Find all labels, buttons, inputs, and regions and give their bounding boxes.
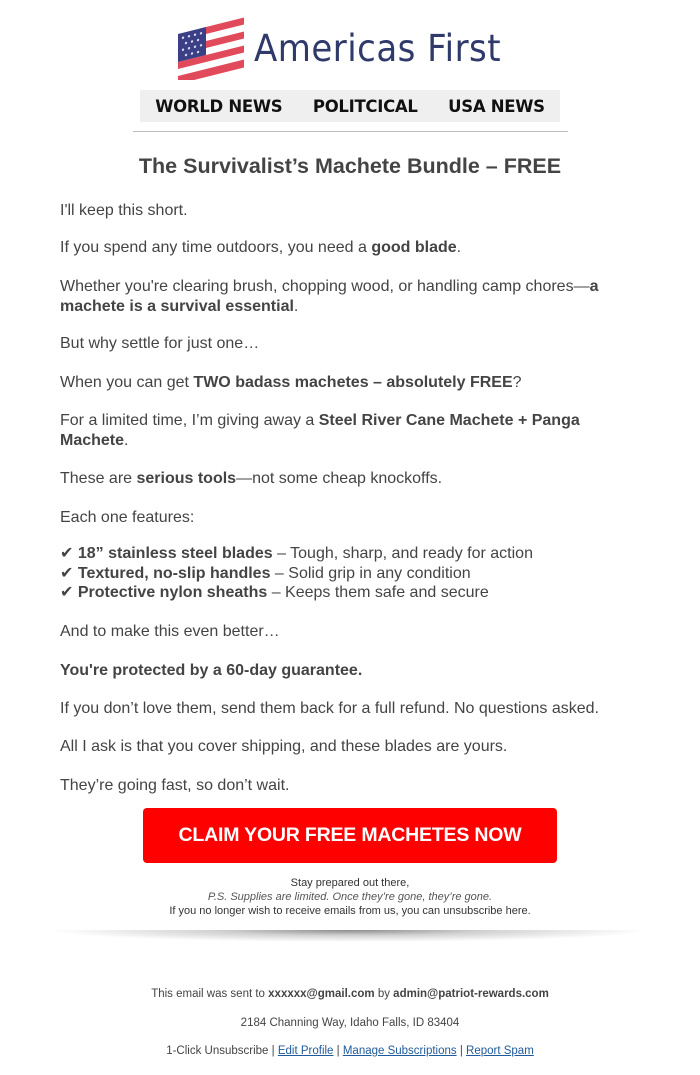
sender-email: admin@patriot-rewards.com <box>393 988 549 1000</box>
text: When you can get <box>60 374 194 391</box>
text: . <box>293 297 299 315</box>
checkmark-icon: ✔ <box>60 564 74 582</box>
text: . <box>456 239 462 256</box>
text-bold: TWO badass machetes – absolutely FREE <box>193 374 513 391</box>
paragraph-guarantee <box>60 661 620 681</box>
nav-usa-news[interactable]: USA NEWS <box>448 96 545 116</box>
headline: The Survivalist’s Machete Bundle – FREE <box>138 154 562 178</box>
text: ? <box>512 374 522 391</box>
feature-desc: – Tough, sharp, and ready for action <box>272 545 533 562</box>
feature-item <box>60 544 620 564</box>
manage-subscriptions-link[interactable]: Manage Subscriptions <box>342 1045 457 1057</box>
paragraph-even-better: And to make this even better… <box>60 623 280 640</box>
feature-title: Protective nylon sheaths <box>77 584 268 601</box>
brand-logo[interactable] <box>0 14 700 80</box>
footer-links <box>0 1045 700 1057</box>
edit-profile-link[interactable]: Edit Profile <box>277 1045 334 1057</box>
text: —not some cheap knockoffs. <box>236 470 443 487</box>
nav-divider <box>133 131 568 132</box>
paragraph-intro: I'll keep this short. <box>60 202 188 219</box>
ps-line <box>0 890 700 904</box>
text-bold: good blade <box>371 239 457 256</box>
one-click-unsubscribe[interactable]: 1-Click Unsubscribe <box>166 1045 269 1057</box>
top-nav <box>140 90 560 122</box>
brand-name: Americas First <box>253 26 501 70</box>
text: . <box>124 431 129 449</box>
unsubscribe-line[interactable]: If you no longer wish to receive emails from us, you can unsubscribe here. <box>169 905 531 917</box>
feature-title: Textured, no-slip handles <box>77 564 271 582</box>
checkmark-icon: ✔ <box>60 545 74 562</box>
paragraph-why-one: But why settle for just one… <box>60 335 260 352</box>
text: For a limited time, I’m giving away a <box>60 412 319 429</box>
footer-address: 2184 Channing Way, Idaho Falls, ID 83404 <box>240 1017 460 1029</box>
paragraph-refund: If you don’t love them, send them back for a full refund. No questions asked. <box>60 700 599 717</box>
section-divider-shadow <box>50 930 650 954</box>
text-bold: serious tools <box>136 470 237 487</box>
feature-item <box>60 564 620 584</box>
us-flag-icon <box>178 14 248 80</box>
text: This email was sent to <box>151 988 269 1000</box>
text-bold: a machete is a survival essential <box>60 278 599 315</box>
text-bold: You're protected by a 60-day guarantee. <box>60 662 363 679</box>
separator: | <box>333 1045 343 1057</box>
paragraph-giveaway <box>60 411 620 450</box>
nav-world-news[interactable]: WORLD NEWS <box>155 96 283 116</box>
recipient-email: xxxxxx@gmail.com <box>268 988 375 1000</box>
feature-desc: – Solid grip in any condition <box>270 564 471 582</box>
claim-machetes-button[interactable]: CLAIM YOUR FREE MACHETES NOW <box>143 808 557 863</box>
signoff-line: Stay prepared out there, <box>290 877 410 889</box>
signoff <box>0 876 700 918</box>
nav-political[interactable]: POLITCICAL <box>312 96 418 116</box>
separator: | <box>268 1045 278 1057</box>
feature-item <box>60 583 620 603</box>
text: These are <box>60 470 137 487</box>
ps-text: P.S. Supplies are limited. Once they’re gone, they’re gone. <box>207 891 493 903</box>
paragraph-two-machetes <box>60 373 620 393</box>
text: Whether you're clearing brush, chopping wood, or handling camp chores— <box>60 278 590 295</box>
paragraph-features-intro: Each one features: <box>60 509 195 526</box>
text: If you spend any time outdoors, you need a <box>60 239 372 256</box>
feature-desc: – Keeps them safe and secure <box>267 584 489 601</box>
report-spam-link[interactable]: Report Spam <box>466 1045 534 1057</box>
paragraph-serious-tools <box>60 469 620 489</box>
paragraph-urgency: They’re going fast, so don’t wait. <box>60 777 290 794</box>
separator: | <box>456 1045 467 1057</box>
text: by <box>374 988 394 1000</box>
paragraph-shipping: All I ask is that you cover shipping, and these blades are yours. <box>60 738 508 755</box>
paragraph-outdoors <box>60 238 620 258</box>
text-bold: Steel River Cane Machete + Panga Machete <box>60 412 580 449</box>
footer-sent-to <box>0 988 700 1000</box>
feature-title: 18” stainless steel blades <box>77 545 273 562</box>
feature-list <box>60 544 620 603</box>
paragraph-essential <box>60 277 620 316</box>
checkmark-icon: ✔ <box>60 584 74 601</box>
